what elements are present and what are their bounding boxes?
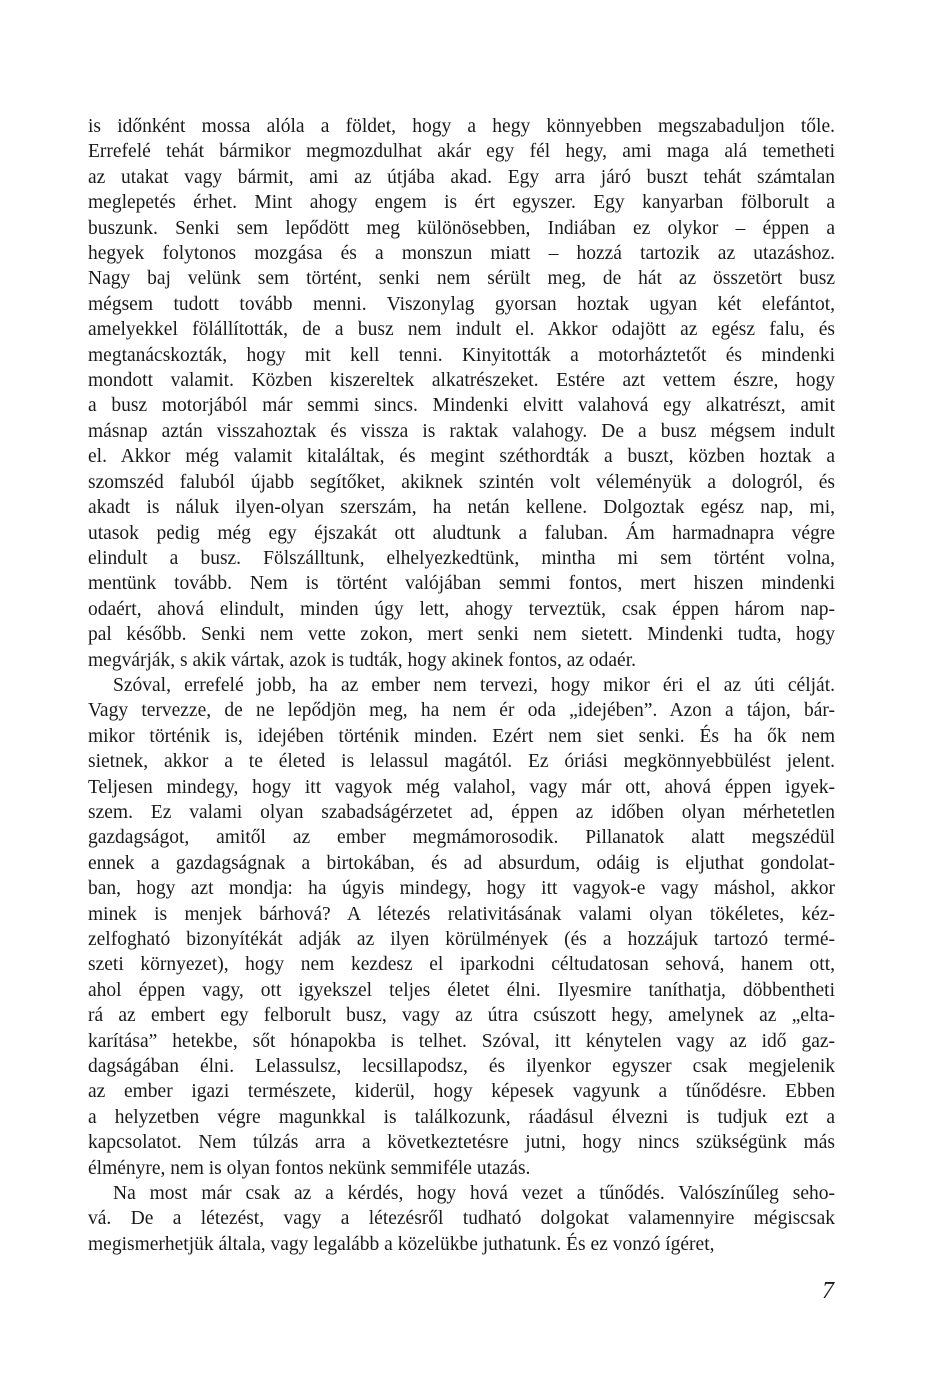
- text-line: ban, hogy azt mondja: ha úgyis mindegy, hogy itt vagyok-e vagy máshol, akkor: [88, 878, 835, 900]
- text-line: zelfogható bizonyítékát adják az ilyen körülmények (és a hozzájuk tartozó termé-: [88, 929, 835, 950]
- text-line: szeti környezet), hogy nem kezdesz el iparkodni céltudatosan sehová, hanem ott,: [88, 954, 835, 976]
- text-line: a helyzetben végre magunkkal is találkozunk, ráadásul élvezni is tudjuk ezt a: [88, 1106, 835, 1128]
- text-line: meglepetés érhet. Mint ahogy engem is ért egyszer. Egy kanyarban fölborult a: [88, 192, 835, 214]
- text-line: elindult a busz. Fölszálltunk, elhelyezkedtünk, mintha mi sem történt volna,: [88, 547, 835, 569]
- text-line: Nagy baj velünk sem történt, senki nem sérült meg, de hát az összetört busz: [88, 268, 835, 290]
- text-line: pal később. Senki nem vette zokon, mert senki nem sietett. Mindenki tudta, hogy: [88, 624, 835, 646]
- page-number: 7: [822, 1278, 834, 1304]
- text-line: mégsem tudott tovább menni. Viszonylag gyorsan hoztak ugyan két elefántot,: [88, 293, 835, 315]
- text-line: az utakat vagy bármit, ami az útjába akad. Egy arra járó buszt tehát számtalan: [88, 166, 835, 188]
- text-line: vá. De a létezést, vagy a létezésről tudható dolgokat valamennyire mégiscsak: [88, 1208, 835, 1230]
- paragraph: [88, 1181, 835, 1257]
- text-line: mentünk tovább. Nem is történt valójában semmi fontos, mert hiszen mindenki: [88, 573, 835, 595]
- text-line: gazdagságot, amitől az ember megmámorosodik. Pillanatok alatt megszédül: [88, 827, 835, 849]
- text-line: odaért, ahová elindult, minden úgy lett, ahogy terveztük, csak éppen három nap-: [88, 598, 835, 620]
- body-text: [88, 114, 835, 1257]
- text-line: utasok pedig még egy éjszakát ott aludtunk a faluban. Ám harmadnapra végre: [88, 522, 835, 544]
- text-line: hegyek folytonos mozgása és a monszun miatt – hozzá tartozik az utazáshoz.: [88, 243, 835, 265]
- text-line: Na most már csak az a kérdés, hogy hová vezet a tűnődés. Valószínűleg seho-: [113, 1183, 835, 1205]
- text-line: el. Akkor még valamit kitaláltak, és megint széthordták a buszt, közben hoztak a: [88, 446, 835, 468]
- text-line: szem. Ez valami olyan szabadságérzetet ad, éppen az időben olyan mérhetetlen: [88, 801, 835, 823]
- paragraph: [88, 114, 835, 673]
- text-line: szomszéd faluból újabb segítőket, akiknek szintén volt véleményük a dologról, és: [88, 471, 835, 493]
- text-line: ennek a gazdagságnak a birtokában, és ad absurdum, odáig is eljuthat gondolat-: [88, 852, 835, 874]
- text-line: az ember igazi természete, kiderül, hogy képesek vagyunk a tűnődésre. Ebben: [88, 1081, 835, 1103]
- text-line: másnap aztán visszahoztak és vissza is raktak valahogy. De a busz mégsem indult: [88, 420, 835, 442]
- text-line: megismerhetjük általa, vagy legalább a közelükbe juthatunk. És ez vonzó ígéret,: [88, 1233, 715, 1255]
- text-line: dagságában élni. Lelassulsz, lecsillapodsz, és ilyenkor egyszer csak megjelenik: [88, 1056, 835, 1078]
- text-line: Teljesen mindegy, hogy itt vagyok még valahol, vagy már ott, ahová éppen igyek-: [88, 776, 835, 798]
- text-line: mikor történik is, idejében történik minden. Ezért nem siet senki. És ha ők nem: [88, 725, 835, 747]
- text-line: amelyekkel fölállították, de a busz nem indult el. Akkor odajött az egész falu, és: [88, 319, 835, 341]
- text-line: akadt is náluk ilyen-olyan szerszám, ha netán kellene. Dolgoztak egész nap, mi,: [88, 497, 835, 519]
- text-line: ahol éppen vagy, ott igyekszel teljes életet élni. Ilyesmire taníthatja, döbbentheti: [88, 979, 835, 1001]
- text-line: megvárják, s akik vártak, azok is tudták, hogy akinek fontos, az odaér.: [88, 649, 636, 671]
- text-line: kapcsolatot. Nem túlzás arra a következtetésre jutni, hogy nincs szükségünk más: [88, 1132, 835, 1154]
- text-line: karítása” hetekbe, sőt hónapokba is telhet. Szóval, itt kénytelen vagy az idő gaz-: [88, 1030, 835, 1052]
- text-line: mondott valamit. Közben kiszereltek alkatrészeket. Estére azt vettem észre, hogy: [88, 370, 835, 392]
- text-line: a busz motorjából már semmi sincs. Mindenki elvitt valahová egy alkatrészt, amit: [88, 395, 835, 417]
- text-line: Vagy tervezze, de ne lepődjön meg, ha nem ér oda „idejében”. Azon a tájon, bár-: [88, 700, 835, 722]
- text-line: rá az embert egy felborult busz, vagy az útra csúszott hegy, amelynek az „elta-: [88, 1005, 835, 1027]
- text-line: buszunk. Senki sem lepődött meg különösebben, Indiában ez olykor – éppen a: [88, 217, 835, 239]
- text-line: Errefelé tehát bármikor megmozdulhat akár egy fél hegy, ami maga alá temetheti: [88, 141, 835, 163]
- text-line: sietnek, akkor a te életed is lelassul magától. Ez óriási megkönnyebbülést jelent.: [88, 751, 835, 773]
- text-line: élményre, nem is olyan fontos nekünk semmiféle utazás.: [88, 1157, 531, 1179]
- text-line: is időnként mossa alóla a földet, hogy a hegy könnyebben megszabaduljon tőle.: [88, 116, 835, 137]
- paragraph: [88, 673, 835, 1181]
- text-line: Szóval, errefelé jobb, ha az ember nem tervezi, hogy mikor éri el az úti célját.: [113, 674, 835, 696]
- text-line: megtanácskozták, hogy mit kell tenni. Kinyitották a motorháztetőt és mindenki: [88, 344, 835, 366]
- text-line: minek is menjek bárhová? A létezés relativitásának valami olyan tökéletes, kéz-: [88, 903, 835, 925]
